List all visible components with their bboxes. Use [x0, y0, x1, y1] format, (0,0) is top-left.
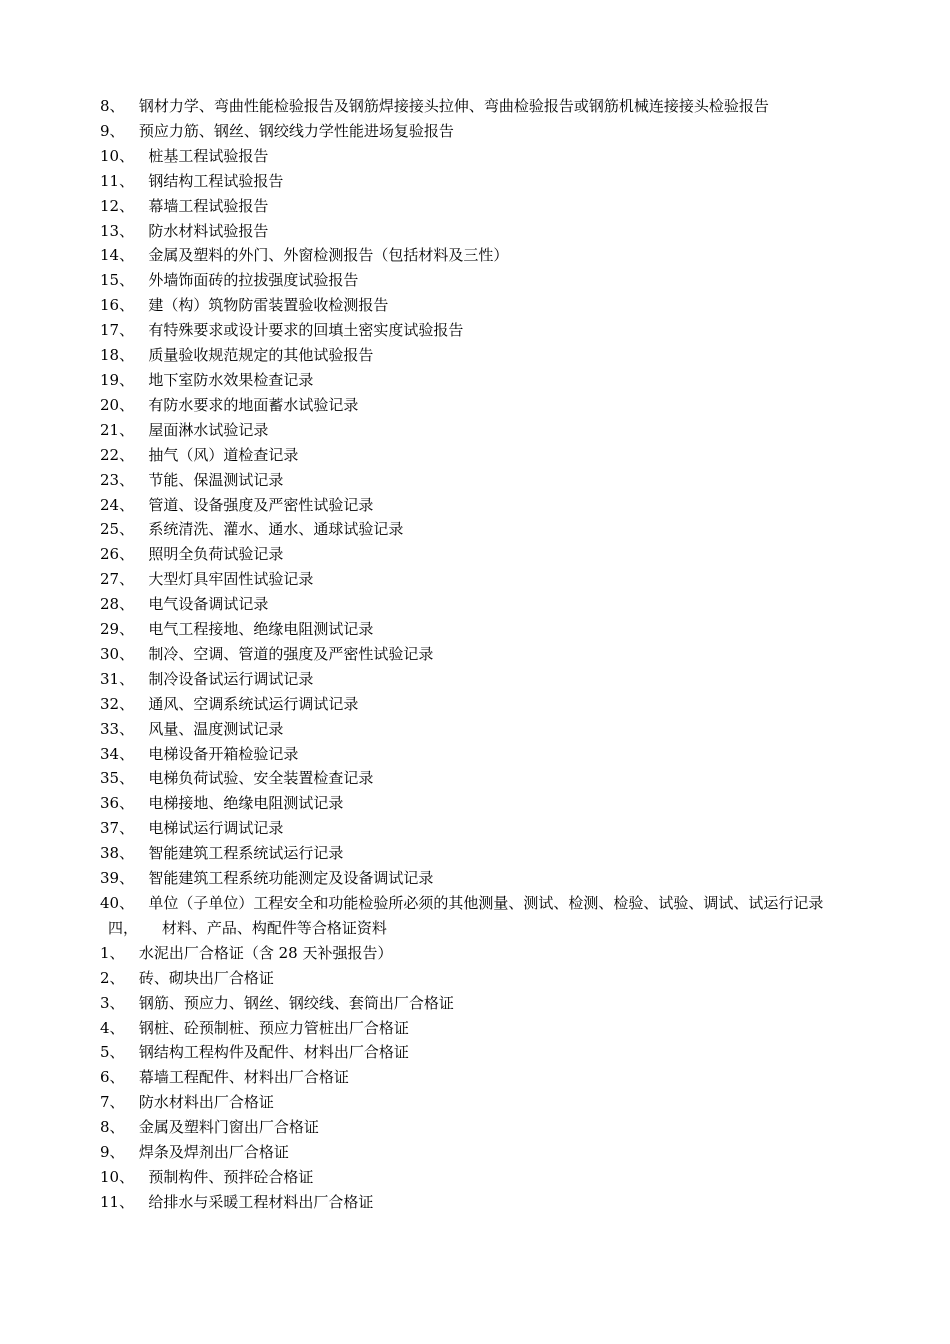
list-item — [100, 418, 870, 443]
item-text: 电气工程接地、绝缘电阻测试记录 — [148, 620, 374, 639]
list-item — [100, 766, 870, 791]
item-number: 32、 — [100, 694, 135, 713]
item-text: 风量、温度测试记录 — [148, 719, 284, 738]
item-number: 10、 — [100, 1167, 135, 1186]
item-text: 给排水与采暖工程材料出厂合格证 — [148, 1192, 374, 1211]
item-number: 17、 — [100, 321, 135, 340]
list-item — [100, 991, 870, 1016]
item-text: 地下室防水效果检查记录 — [148, 370, 314, 389]
item-number: 39、 — [100, 869, 135, 888]
list-item — [100, 692, 870, 717]
list-item — [100, 119, 870, 144]
item-number: 30、 — [100, 644, 135, 663]
item-number: 25、 — [100, 520, 135, 539]
list-item — [100, 343, 870, 368]
item-number: 2、 — [100, 968, 125, 987]
list-item — [100, 642, 870, 667]
item-number: 15、 — [100, 271, 135, 290]
item-text: 管道、设备强度及严密性试验记录 — [148, 495, 374, 514]
item-text: 有特殊要求或设计要求的回填土密实度试验报告 — [148, 321, 464, 340]
item-text: 钢筋、预应力、钢丝、钢绞线、套筒出厂合格证 — [138, 993, 454, 1012]
section-number: 四， — [108, 918, 139, 937]
list-item — [100, 542, 870, 567]
item-text: 钢桩、砼预制桩、预应力管桩出厂合格证 — [138, 1018, 409, 1037]
item-number: 9、 — [100, 1143, 125, 1162]
item-text: 屋面淋水试验记录 — [148, 420, 269, 439]
item-text: 外墙饰面砖的拉拔强度试验报告 — [148, 271, 359, 290]
item-number: 13、 — [100, 221, 135, 240]
item-text: 电梯设备开箱检验记录 — [148, 744, 299, 763]
item-text: 预应力筋、钢丝、钢绞线力学性能进场复验报告 — [138, 121, 454, 140]
list-item — [100, 318, 870, 343]
list-item — [100, 1040, 870, 1065]
item-text: 电气设备调试记录 — [148, 595, 269, 614]
item-number: 20、 — [100, 395, 135, 414]
item-number: 5、 — [100, 1043, 125, 1062]
list-item — [100, 567, 870, 592]
item-number: 35、 — [100, 769, 135, 788]
list-item — [100, 941, 870, 966]
list-item — [100, 243, 870, 268]
list-item — [100, 293, 870, 318]
item-text: 预制构件、预拌砼合格证 — [148, 1167, 314, 1186]
item-number: 16、 — [100, 296, 135, 315]
certificate-list — [100, 941, 870, 1215]
item-text: 通风、空调系统试运行调试记录 — [148, 694, 359, 713]
item-text: 电梯接地、绝缘电阻测试记录 — [148, 794, 344, 813]
list-item — [100, 1090, 870, 1115]
item-number: 36、 — [100, 794, 135, 813]
list-item — [100, 169, 870, 194]
document-body — [100, 94, 870, 1215]
item-number: 29、 — [100, 620, 135, 639]
item-number: 28、 — [100, 595, 135, 614]
item-text: 制冷设备试运行调试记录 — [148, 669, 314, 688]
item-text: 质量验收规范规定的其他试验报告 — [148, 346, 374, 365]
list-item — [100, 1165, 870, 1190]
list-item — [100, 742, 870, 767]
list-item — [100, 368, 870, 393]
item-text: 系统清洗、灌水、通水、通球试验记录 — [148, 520, 404, 539]
list-item — [100, 966, 870, 991]
list-item — [100, 1190, 870, 1215]
item-number: 33、 — [100, 719, 135, 738]
list-item — [100, 841, 870, 866]
item-text: 钢结构工程试验报告 — [148, 171, 284, 190]
list-item-40 — [100, 891, 870, 916]
item-number: 27、 — [100, 570, 135, 589]
item-text: 电梯负荷试验、安全装置检查记录 — [148, 769, 374, 788]
list-item — [100, 1115, 870, 1140]
item-text: 幕墙工程配件、材料出厂合格证 — [138, 1068, 349, 1087]
list-item — [100, 94, 870, 119]
list-item — [100, 194, 870, 219]
list-item — [100, 144, 870, 169]
item-text: 金属及塑料的外门、外窗检测报告（包括材料及三性） — [148, 246, 509, 265]
item-text: 焊条及焊剂出厂合格证 — [138, 1143, 289, 1162]
item-text: 防水材料试验报告 — [148, 221, 269, 240]
item-number: 22、 — [100, 445, 135, 464]
list-item — [100, 816, 870, 841]
item-text: 建（构）筑物防雷装置验收检测报告 — [148, 296, 389, 315]
list-item — [100, 393, 870, 418]
item-number: 12、 — [100, 196, 135, 215]
item-text: 大型灯具牢固性试验记录 — [148, 570, 314, 589]
item-text: 节能、保温测试记录 — [148, 470, 284, 489]
item-number: 9、 — [100, 121, 125, 140]
section-title: 材料、产品、构配件等合格证资料 — [161, 918, 387, 937]
item-number: 1、 — [100, 943, 125, 962]
list-item — [100, 443, 870, 468]
list-item — [100, 1016, 870, 1041]
item-number: 38、 — [100, 844, 135, 863]
item-number: 23、 — [100, 470, 135, 489]
item-text: 智能建筑工程系统试运行记录 — [148, 844, 344, 863]
item-text: 金属及塑料门窗出厂合格证 — [138, 1118, 319, 1137]
item-number: 34、 — [100, 744, 135, 763]
list-item — [100, 468, 870, 493]
item-text: 单位（子单位）工程安全和功能检验所必须的其他测量、测试、检测、检验、试验、调试、试运行记录 — [148, 894, 824, 912]
list-item — [100, 1140, 870, 1165]
item-text: 智能建筑工程系统功能测定及设备调试记录 — [148, 869, 434, 888]
item-text: 钢材力学、弯曲性能检验报告及钢筋焊接接头拉伸、弯曲检验报告或钢筋机械连接接头检验报告 — [138, 97, 769, 115]
item-number: 14、 — [100, 246, 135, 265]
item-number: 3、 — [100, 993, 125, 1012]
item-text: 照明全负荷试验记录 — [148, 545, 284, 564]
item-number: 37、 — [100, 819, 135, 838]
item-number: 19、 — [100, 370, 135, 389]
list-item — [100, 791, 870, 816]
item-text: 防水材料出厂合格证 — [138, 1093, 274, 1112]
list-item — [100, 667, 870, 692]
list-item — [100, 592, 870, 617]
item-text: 幕墙工程试验报告 — [148, 196, 269, 215]
section-heading-four — [100, 916, 870, 941]
item-text: 电梯试运行调试记录 — [148, 819, 284, 838]
item-number: 18、 — [100, 346, 135, 365]
item-text: 砖、砌块出厂合格证 — [138, 968, 274, 987]
item-number: 8、 — [100, 97, 125, 115]
list-item — [100, 493, 870, 518]
item-text: 有防水要求的地面蓄水试验记录 — [148, 395, 359, 414]
item-text: 水泥出厂合格证（含 28 天补强报告） — [138, 943, 393, 962]
item-number: 10、 — [100, 146, 135, 165]
item-number: 7、 — [100, 1093, 125, 1112]
list-item — [100, 617, 870, 642]
item-number: 11、 — [100, 171, 135, 190]
item-text: 制冷、空调、管道的强度及严密性试验记录 — [148, 644, 434, 663]
list-item — [100, 517, 870, 542]
item-text: 桩基工程试验报告 — [148, 146, 269, 165]
item-number: 26、 — [100, 545, 135, 564]
list-item — [100, 866, 870, 891]
item-text: 抽气（风）道检查记录 — [148, 445, 299, 464]
list-item — [100, 1065, 870, 1090]
test-report-list — [100, 94, 870, 891]
item-number: 21、 — [100, 420, 135, 439]
item-number: 4、 — [100, 1018, 125, 1037]
item-number: 6、 — [100, 1068, 125, 1087]
item-text: 钢结构工程构件及配件、材料出厂合格证 — [138, 1043, 409, 1062]
item-number: 24、 — [100, 495, 135, 514]
item-number: 8、 — [100, 1118, 125, 1137]
item-number: 31、 — [100, 669, 135, 688]
list-item — [100, 268, 870, 293]
list-item — [100, 219, 870, 244]
item-number: 11、 — [100, 1192, 135, 1211]
list-item — [100, 717, 870, 742]
item-number: 40、 — [100, 894, 135, 912]
